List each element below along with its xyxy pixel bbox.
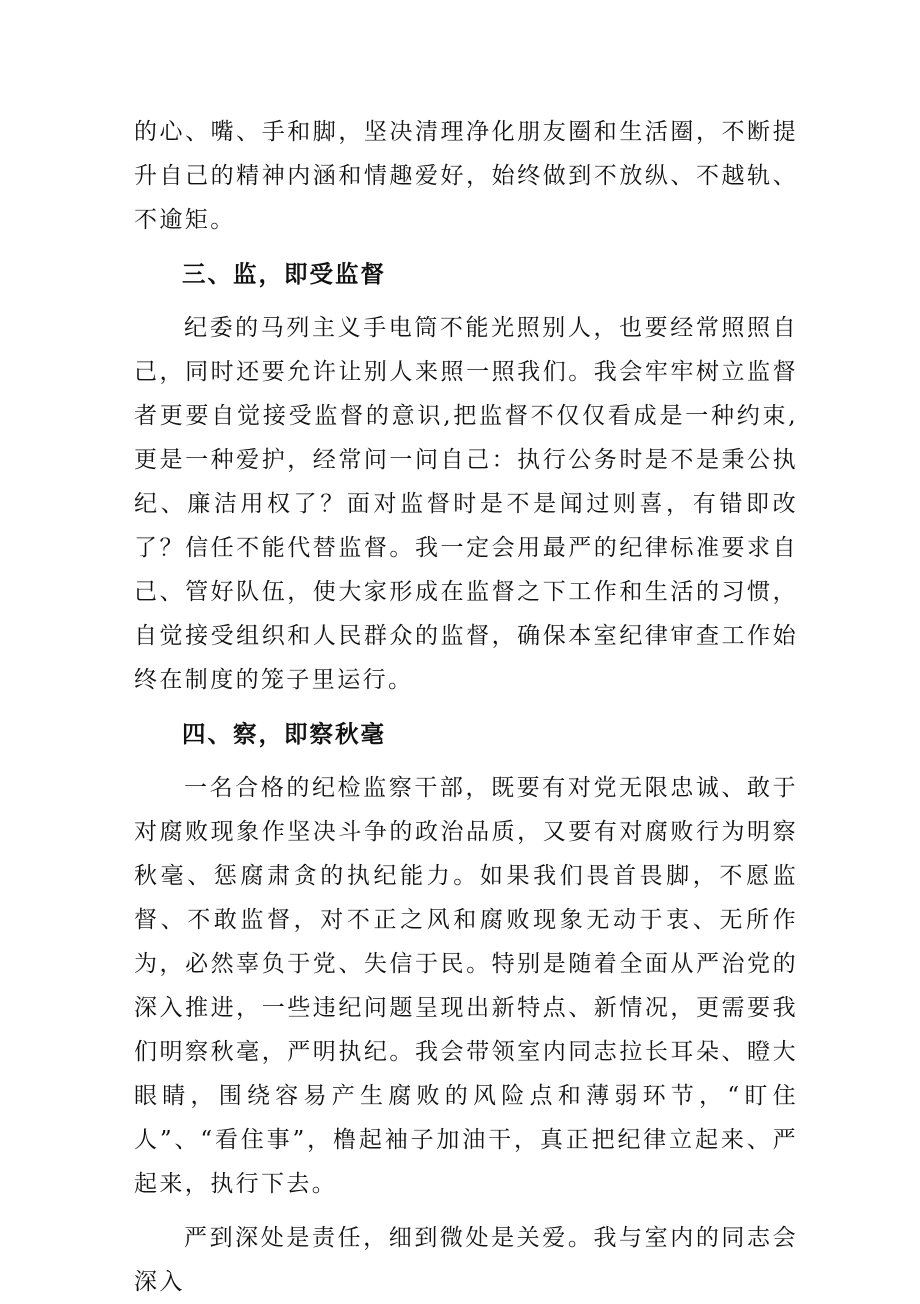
paragraph-closing: 严到深处是责任，细到微处是关爱。我与室内的同志会深入 <box>134 1225 798 1295</box>
section-heading-supervision: 三、监，即受监督 <box>182 260 386 288</box>
document-page <box>134 110 798 1304</box>
paragraph-inspection: 一名合格的纪检监察干部，既要有对党无限忠诚、敢于对腐败现象作坚决斗争的政治品质，又要有对腐败行为明察秋毫、惩腐肃贪的执纪能力。如果我们畏首畏脚，不愿监督、不敢监督，对不正之风和腐败现象无动于衷、无所作为，必然辜负于党、失信于民。特别是随着全面从严治党的深入推进，一些违纪问题呈现出新特点、新情况，更需要我们明察秋毫，严明执纪。我会带领室内同志拉长耳朵、瞪大眼睛，围绕容易产生腐败的风险点和薄弱环节，“盯住人”、“看住事”，橹起袖子加油干，真正把纪律立起来、严起来，执行下去。 <box>134 775 798 1197</box>
paragraph-supervision: 纪委的马列主义手电筒不能光照别人，也要经常照照自己，同时还要允许让别人来照一照我们。我会牢牢树立监督者更要自觉接受监督的意识,把监督不仅仅看成是一种约束,更是一种爱护，经常问一问自己：执行公务时是不是秉公执纪、廉洁用权了？面对监督时是不是闻过则喜，有错即改了？信任不能代替监督。我一定会用最严的纪律标准要求自己、管好队伍，使大家形成在监督之下工作和生活的习惯，自觉接受组织和人民群众的监督，确保本室纪律审查工作始终在制度的笼子里运行。 <box>134 315 798 693</box>
paragraph-continued: 的心、嘴、手和脚，坚决清理净化朋友圈和生活圈，不断提升自己的精神内涵和情趣爱好，始终做到不放纵、不越轨、不逾矩。 <box>134 119 798 233</box>
section-heading-inspection: 四、察，即察秋毫 <box>182 720 386 748</box>
